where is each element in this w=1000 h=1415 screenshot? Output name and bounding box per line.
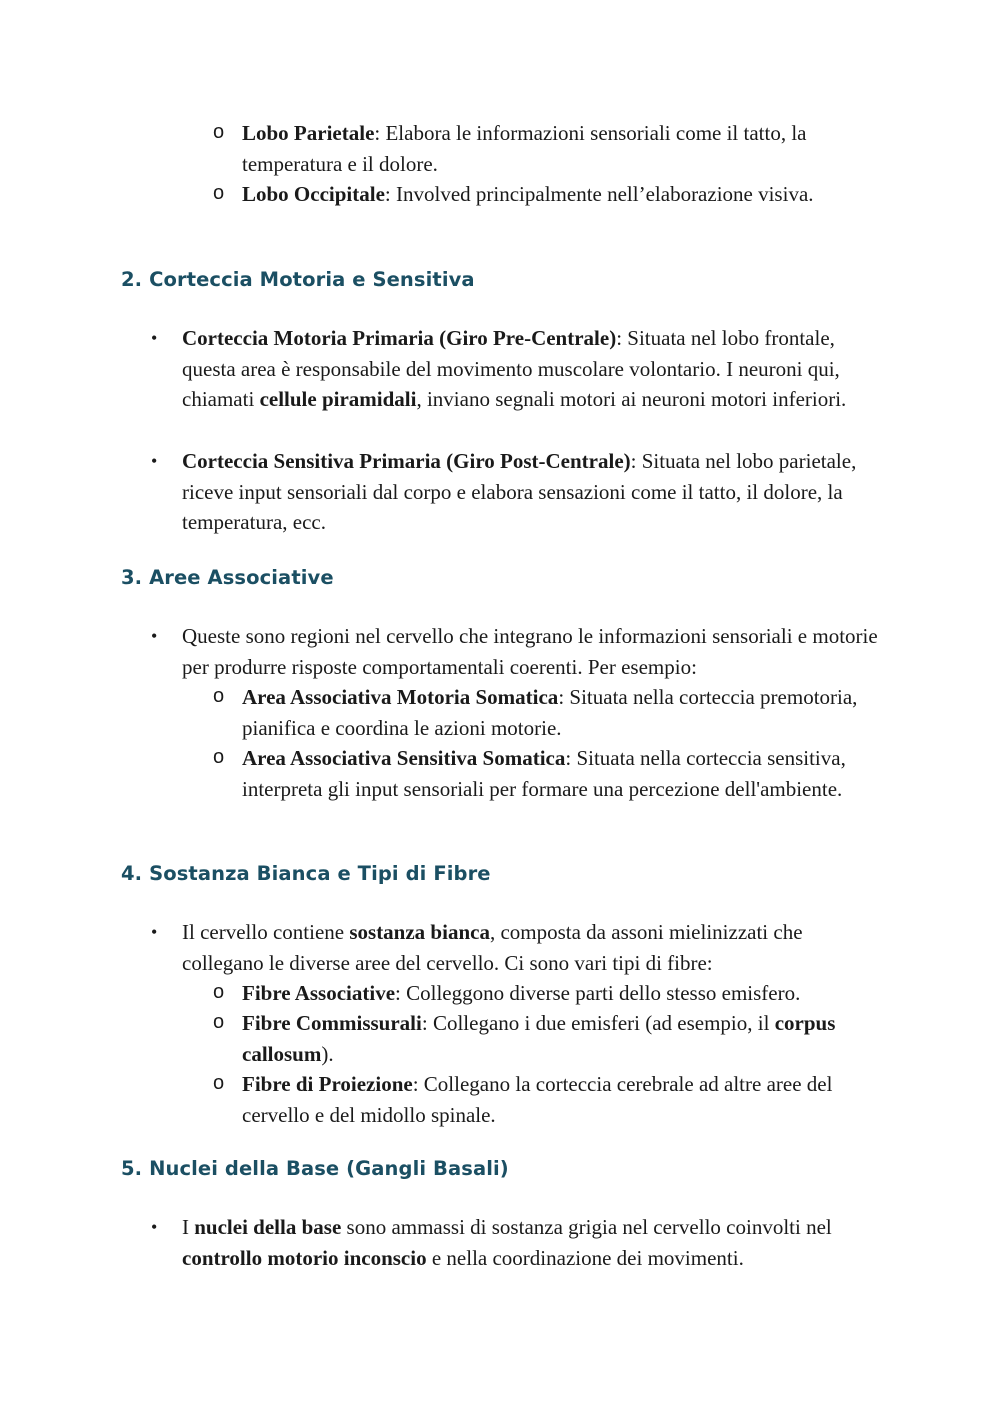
section-heading: 4. Sostanza Bianca e Tipi di Fibre [121, 862, 491, 885]
item-text: I [182, 1215, 195, 1239]
list-item [151, 1212, 882, 1273]
item-text: : Involved principalmente nell’elaborazione visiva. [384, 182, 814, 206]
bullet-icon: • [151, 1217, 158, 1237]
item-text: , inviano segnali motori ai neuroni motori inferiori. [416, 387, 847, 412]
sub-list-item [213, 179, 887, 210]
circle-bullet-icon: o [213, 685, 225, 707]
item-term: Fibre di Proiezione [242, 1072, 413, 1096]
item-text: e nella coordinazione dei movimenti. [426, 1245, 744, 1270]
section-heading: 3. Aree Associative [121, 566, 334, 589]
bullet-icon: • [151, 451, 158, 471]
bullet-icon: • [151, 626, 158, 646]
item-term: Corteccia Sensitiva Primaria (Giro Post-Centrale) [182, 449, 631, 473]
item-bold-term: nuclei della base [194, 1215, 342, 1239]
item-text: : Elabora le informazioni sensoriali come il tatto, la temperatura e il dolore. [242, 121, 807, 176]
sub-list-item [213, 682, 887, 743]
item-bold-term: cellule piramidali [259, 387, 417, 412]
item-text: ). [321, 1041, 334, 1066]
circle-bullet-icon: o [213, 121, 225, 143]
circle-bullet-icon: o [213, 182, 225, 204]
bullet-icon: • [151, 328, 158, 348]
item-bold-term: sostanza bianca [349, 920, 490, 944]
item-term: Area Associativa Sensitiva Somatica [242, 746, 566, 770]
section-heading: 2. Corteccia Motoria e Sensitiva [121, 268, 475, 291]
circle-bullet-icon: o [213, 1072, 225, 1094]
circle-bullet-icon: o [213, 1011, 225, 1033]
item-text: : Colleggono diverse parti dello stesso emisfero. [395, 981, 801, 1005]
item-text: : Situata nel lobo parietale, riceve input sensoriali dal corpo e elabora sensazioni come il tatto, il dolore, la temperatura, ecc. [182, 449, 857, 535]
item-term: Lobo Parietale [242, 121, 375, 145]
sub-list-item [213, 118, 887, 179]
list-item [151, 323, 882, 415]
item-text: : Collegano i due emisferi (ad esempio, il [421, 1011, 775, 1035]
item-term: Fibre Commissurali [242, 1011, 422, 1035]
circle-bullet-icon: o [213, 746, 225, 768]
item-text: : Situata nella corteccia sensitiva, interpreta gli input sensoriali per formare una percezione dell'ambiente. [242, 746, 846, 801]
item-term: Corteccia Motoria Primaria (Giro Pre-Centrale) [182, 326, 617, 350]
sub-list-item [213, 1069, 887, 1130]
item-text: sono ammassi di sostanza grigia nel cervello coinvolti nel [341, 1215, 832, 1239]
item-term: Lobo Occipitale [242, 182, 385, 206]
item-bold-term: corpus callosum [242, 1011, 836, 1066]
list-item [151, 621, 882, 682]
item-text: : Situata nel lobo frontale, questa area è responsabile del movimento muscolare volontario. I neuroni qui, chiamati [182, 326, 840, 412]
item-text: : Collegano la corteccia cerebrale ad altre aree del cervello e del midollo spinale. [242, 1072, 833, 1127]
item-text: Il cervello contiene [182, 920, 350, 944]
item-text: , composta da assoni mielinizzati che collegano le diverse aree del cervello. Ci sono vari tipi di fibre: [182, 920, 803, 975]
item-term: Fibre Associative [242, 981, 396, 1005]
list-item [151, 446, 882, 538]
sub-list-item [213, 743, 887, 804]
bullet-icon: • [151, 922, 158, 942]
list-item [151, 917, 882, 978]
sub-list-item [213, 1008, 887, 1069]
section-heading: 5. Nuclei della Base (Gangli Basali) [121, 1157, 509, 1180]
item-bold-term: controllo motorio inconscio [182, 1245, 427, 1270]
item-term: Area Associativa Motoria Somatica [242, 685, 559, 709]
item-text: : Situata nella corteccia premotoria, pianifica e coordina le azioni motorie. [242, 685, 858, 740]
circle-bullet-icon: o [213, 981, 225, 1003]
item-text: Queste sono regioni nel cervello che integrano le informazioni sensoriali e motorie per produrre risposte comportamentali coerenti. Per esempio: [182, 624, 878, 679]
sub-list-item [213, 978, 887, 1009]
